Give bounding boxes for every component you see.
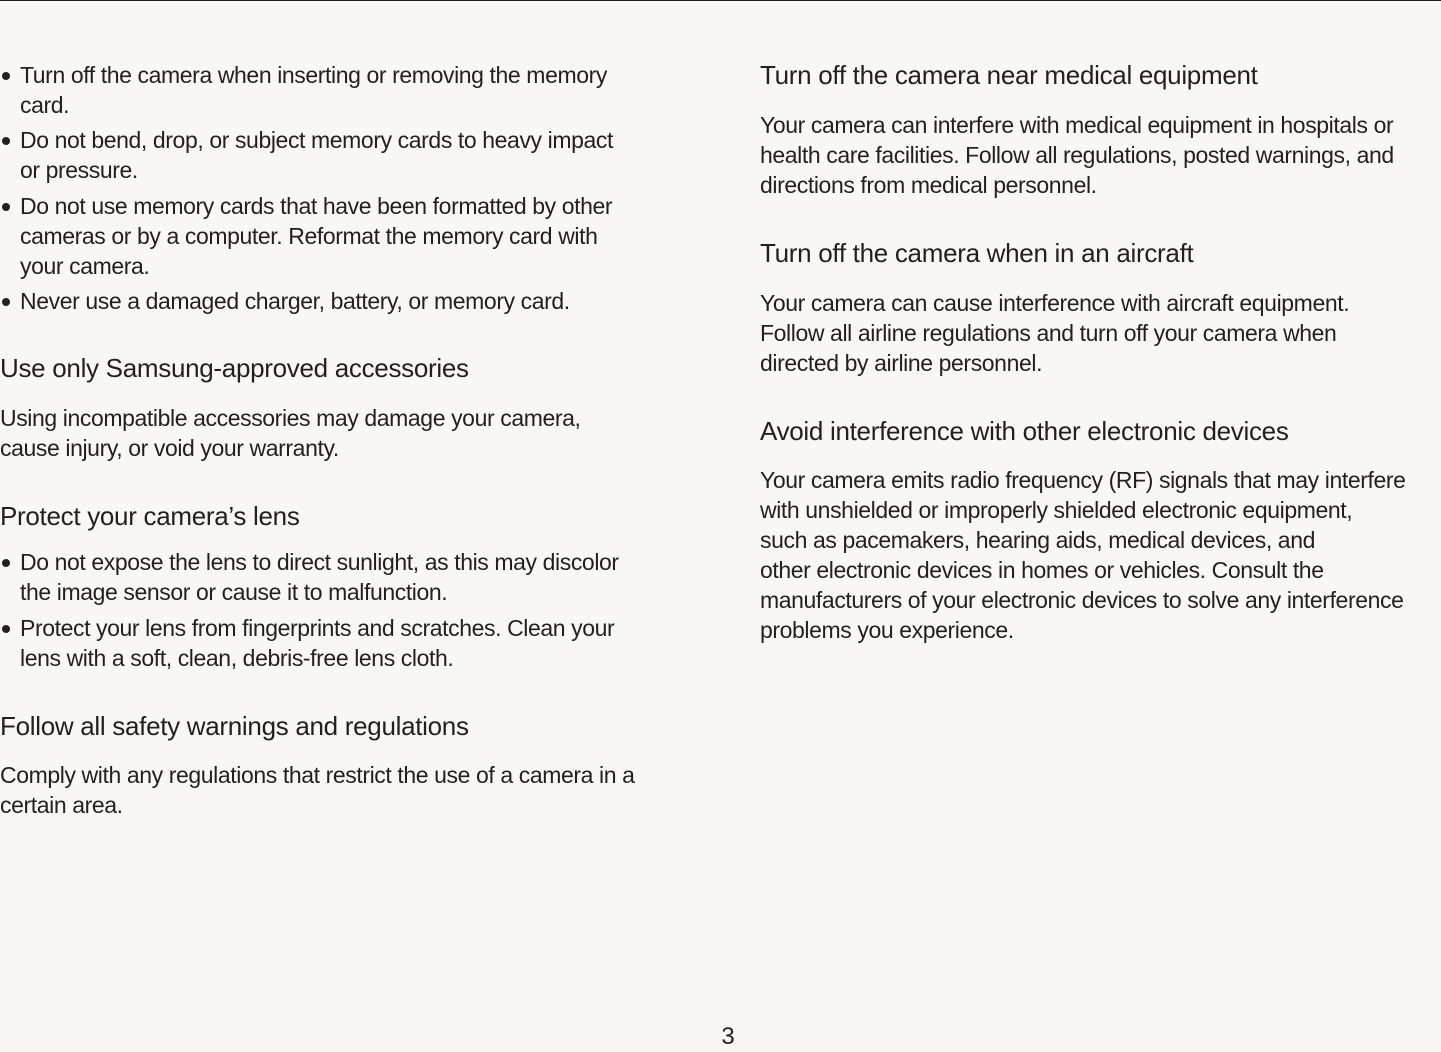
top-rule [0,0,1441,1]
section-heading: Follow all safety warnings and regulations [0,711,469,741]
text-line: or pressure. [20,157,138,183]
bullet-item [0,547,619,607]
text-line: Turn off the camera when inserting or removing the memory [20,62,607,88]
section-heading: Avoid interference with other electronic devices [760,416,1289,446]
section-heading: Turn off the camera when in an aircraft [760,238,1194,268]
text-line: Using incompatible accessories may damage your camera, [0,405,581,431]
text-line: with unshielded or improperly shielded electronic equipment, [760,497,1353,523]
text-line: the image sensor or cause it to malfunction. [20,579,448,605]
page-number: 3 [721,1023,735,1050]
text-line: Protect your lens from fingerprints and scratches. Clean your [20,615,615,641]
section-heading: Protect your camera’s lens [0,501,300,531]
lens-bullets [0,547,619,673]
text-line: problems you experience. [760,617,1014,643]
text-line: Do not expose the lens to direct sunlight, as this may discolor [20,549,619,575]
text-line: Never use a damaged charger, battery, or memory card. [20,288,570,314]
text-line: Your camera can interfere with medical equipment in hospitals or [760,112,1394,138]
section-body [760,110,1394,200]
text-line: card. [20,92,70,118]
text-line: Follow all airline regulations and turn off your camera when [760,320,1337,346]
text-line: cameras or by a computer. Reformat the memory card with [20,223,598,249]
section-heading: Use only Samsung-approved accessories [0,353,469,383]
bullet-item [0,125,613,185]
text-line: such as pacemakers, hearing aids, medical devices, and [760,527,1315,553]
text-line: health care facilities. Follow all regulations, posted warnings, and [760,142,1394,168]
section-body [0,403,581,463]
bullet-item [0,613,619,673]
text-line: Do not use memory cards that have been formatted by other [20,193,613,219]
text-line: your camera. [20,253,150,279]
text-line: manufacturers of your electronic devices to solve any interference [760,587,1404,613]
memory-card-bullets [0,60,613,316]
text-line: other electronic devices in homes or vehicles. Consult the [760,557,1324,583]
bullet-item [0,191,613,281]
section-body [760,465,1406,645]
text-line: Comply with any regulations that restrict the use of a camera in a [0,762,635,788]
bullet-item [0,60,613,120]
text-line: directions from medical personnel. [760,172,1097,198]
text-line: Your camera can cause interference with aircraft equipment. [760,290,1350,316]
section-heading: Turn off the camera near medical equipment [760,60,1258,90]
text-line: Your camera emits radio frequency (RF) signals that may interfere [760,467,1406,493]
text-line: certain area. [0,792,123,818]
text-line: cause injury, or void your warranty. [0,435,339,461]
text-line: Do not bend, drop, or subject memory cards to heavy impact [20,127,613,153]
text-line: lens with a soft, clean, debris-free lens cloth. [20,645,454,671]
section-body [760,288,1349,378]
text-line: directed by airline personnel. [760,350,1043,376]
bullet-item [0,286,613,316]
section-body [0,760,635,820]
